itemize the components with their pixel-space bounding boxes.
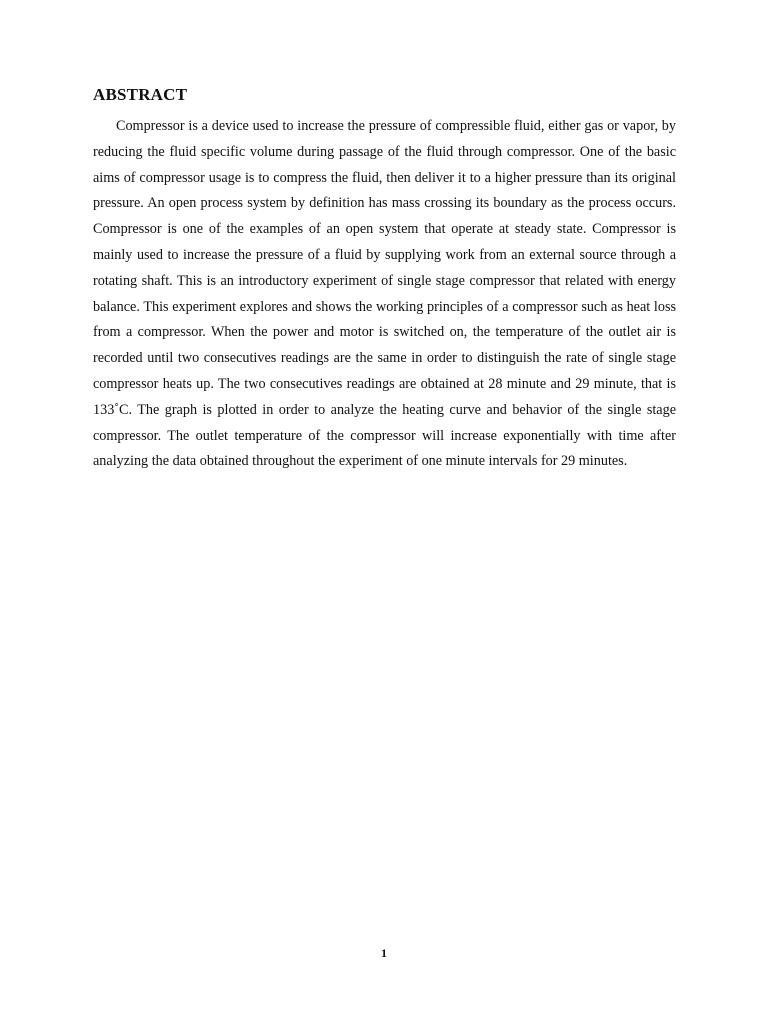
page-number: 1 xyxy=(381,946,387,960)
abstract-paragraph: Compressor is a device used to increase the pressure of compressible fluid, either gas or vapor, by reducing the fluid specific volume during passage of the fluid through compressor. One of the basic aims of compressor usage is to compress the fluid, then deliver it to a higher pressure than its original pressure. An open process system by definition has mass crossing its boundary as the process occurs. Compressor is one of the examples of an open system that operate at steady state. Compressor is mainly used to increase the pressure of a fluid by supplying work from an external source through a rotating shaft. This is an introductory experiment of single stage compressor that related with energy balance. This experiment explores and shows the working principles of a compressor such as heat loss from a compressor. When the power and motor is switched on, the temperature of the outlet air is recorded until two consecutives readings are the same in order to distinguish the rate of single stage compressor heats up. The two consecutives readings are obtained at 28 minute and 29 minute, that is 133˚C. The graph is plotted in order to analyze the heating curve and behavior of the single stage compressor. The outlet temperature of the compressor will increase exponentially with time after analyzing the data obtained throughout the experiment of one minute intervals for 29 minutes. xyxy=(93,118,676,470)
abstract-heading: ABSTRACT xyxy=(93,85,188,104)
